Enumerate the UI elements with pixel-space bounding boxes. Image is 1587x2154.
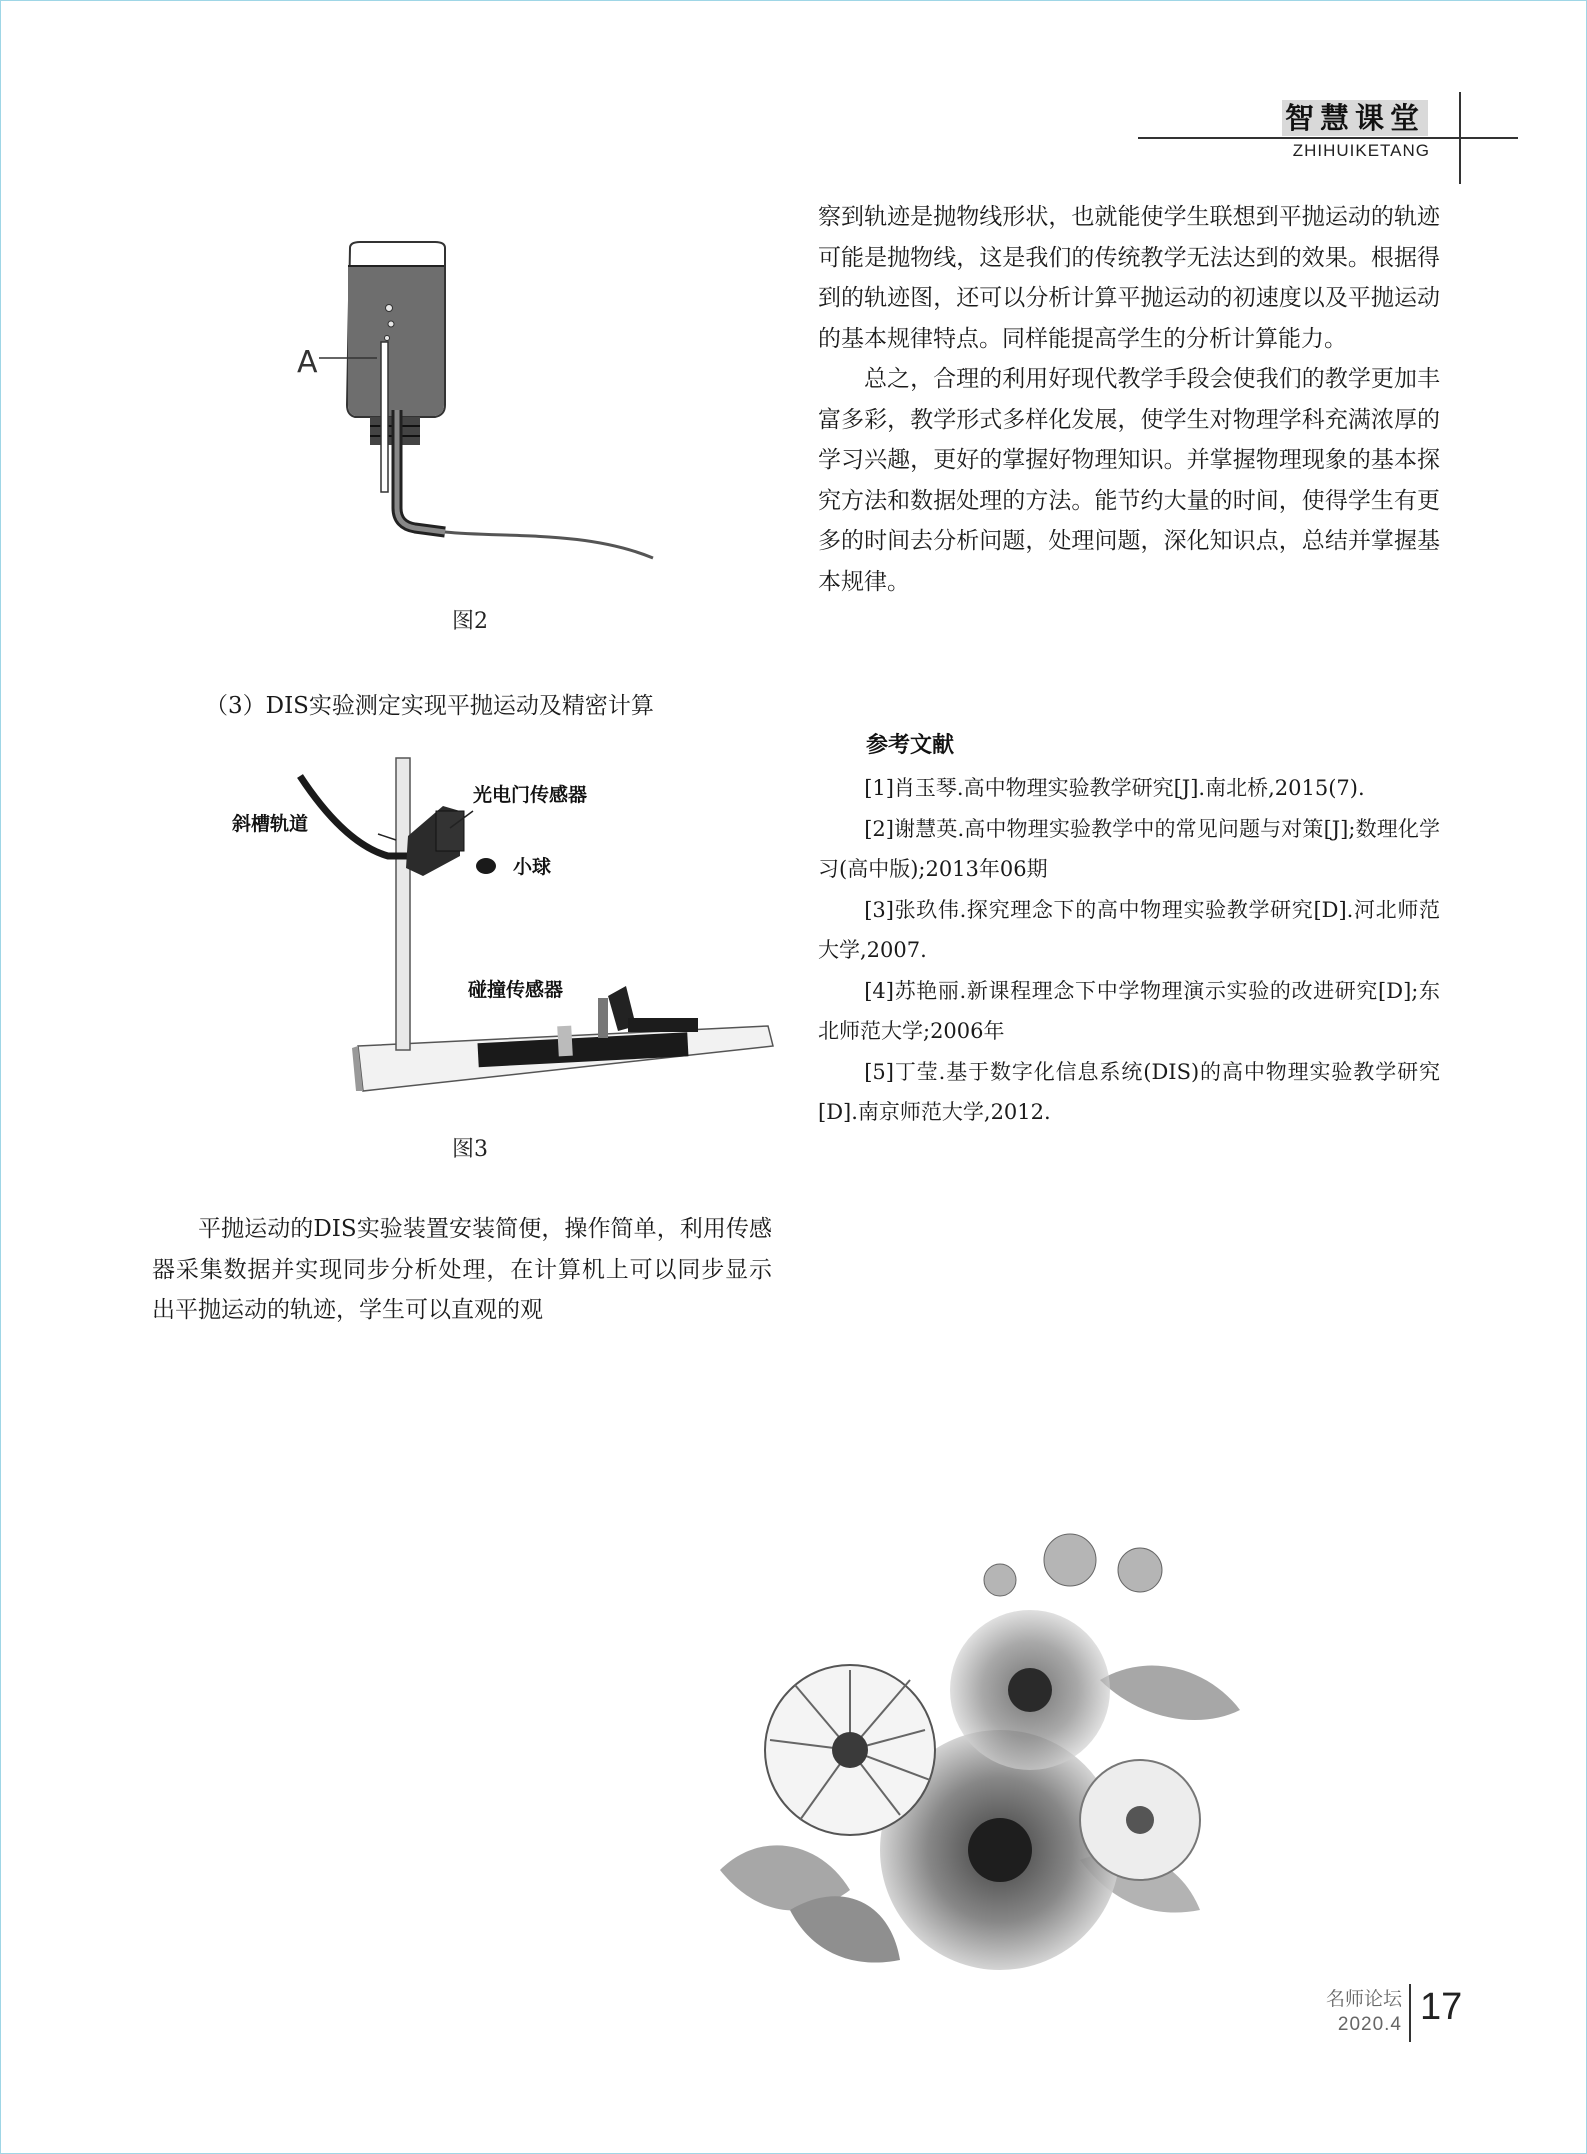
reference-item: [3]张玖伟.探究理念下的高中物理实验教学研究[D].河北师范大学,2007.	[818, 897, 1440, 962]
tube-a	[381, 342, 388, 492]
ball	[476, 858, 496, 874]
journal-name: 名师论坛	[1325, 1988, 1402, 2010]
paragraph-continued: 察到轨迹是抛物线形状，也就能使学生联想到平抛运动的轨迹可能是抛物线，这是我们的传统教学无法达到的效果。根据得到的轨迹图，还可以分析计算平抛运动的初速度以及平抛运动的基本规律特点。同样能提高学生的分析计算能力。	[818, 204, 1440, 352]
figure-3-illustration	[228, 756, 788, 1096]
reference-item: [1]肖玉琴.高中物理实验教学研究[J].南北桥,2015(7).	[864, 776, 1365, 800]
figure-2-illustration	[285, 240, 675, 580]
photogate-sensor	[406, 806, 464, 876]
paragraph: 平抛运动的DIS实验装置安装简便，操作简单，利用传感器采集数据并实现同步分析处理，在计算机上可以同步显示出平抛运动的轨迹，学生可以直观的观	[152, 1216, 772, 1323]
paragraph: 总之，合理的利用好现代教学手段会使我们的教学更加丰富多彩，教学形式多样化发展，使学生对物理学科充满浓厚的学习兴趣，更好的掌握好物理知识。并掌握物理现象的基本探究方法和数据处理的方法。能节约大量的时间，使得学生有更多的时间去分析问题，处理问题，深化知识点，总结并掌握基本规律。	[818, 366, 1440, 595]
figure-3-caption: 图3	[452, 1137, 488, 1162]
flower-left	[765, 1665, 935, 1835]
reference-item: [2]谢慧英.高中物理实验教学中的常见问题与对策[J];数理化学习(高中版);2013年06期	[818, 816, 1440, 881]
label-photogate: 光电门传感器	[473, 784, 588, 806]
column-subtitle: ZHIHUIKETANG	[1292, 141, 1430, 160]
figure-2-caption: 图2	[452, 609, 488, 634]
header-rule	[1138, 137, 1518, 139]
label-ball: 小球	[513, 856, 552, 878]
right-column-text	[818, 197, 1440, 602]
buds	[984, 1534, 1162, 1596]
reference-item: [5]丁莹.基于数字化信息系统(DIS)的高中物理实验教学研究[D].南京师范大学,2012.	[818, 1059, 1440, 1124]
issue-date: 2020.4	[1337, 2014, 1402, 2035]
section-3-heading: （3）DIS实验测定实现平抛运动及精密计算	[205, 693, 654, 719]
references-list	[818, 768, 1440, 1133]
bottle	[347, 242, 445, 417]
stand-pole	[396, 758, 410, 1050]
track-leader	[378, 834, 396, 840]
reference-item: [4]苏艳丽.新课程理念下中学物理演示实验的改进研究[D];东北师范大学;2006年	[818, 978, 1440, 1043]
outlet-tube	[397, 410, 653, 558]
label-collision-sensor: 碰撞传感器	[468, 979, 564, 1001]
chrysanthemum-illustration	[700, 1530, 1260, 1990]
label-a: A	[297, 345, 318, 380]
footer-rule	[1409, 1984, 1411, 2042]
flower-top	[950, 1610, 1110, 1770]
flower-right	[1080, 1760, 1200, 1880]
references-title: 参考文献	[866, 733, 955, 758]
left-column-text	[152, 1209, 772, 1331]
header-vertical-rule	[1459, 92, 1461, 184]
column-title: 智慧课堂	[1282, 100, 1428, 136]
page-number: 17	[1420, 1986, 1463, 2028]
label-track: 斜槽轨道	[232, 813, 309, 835]
